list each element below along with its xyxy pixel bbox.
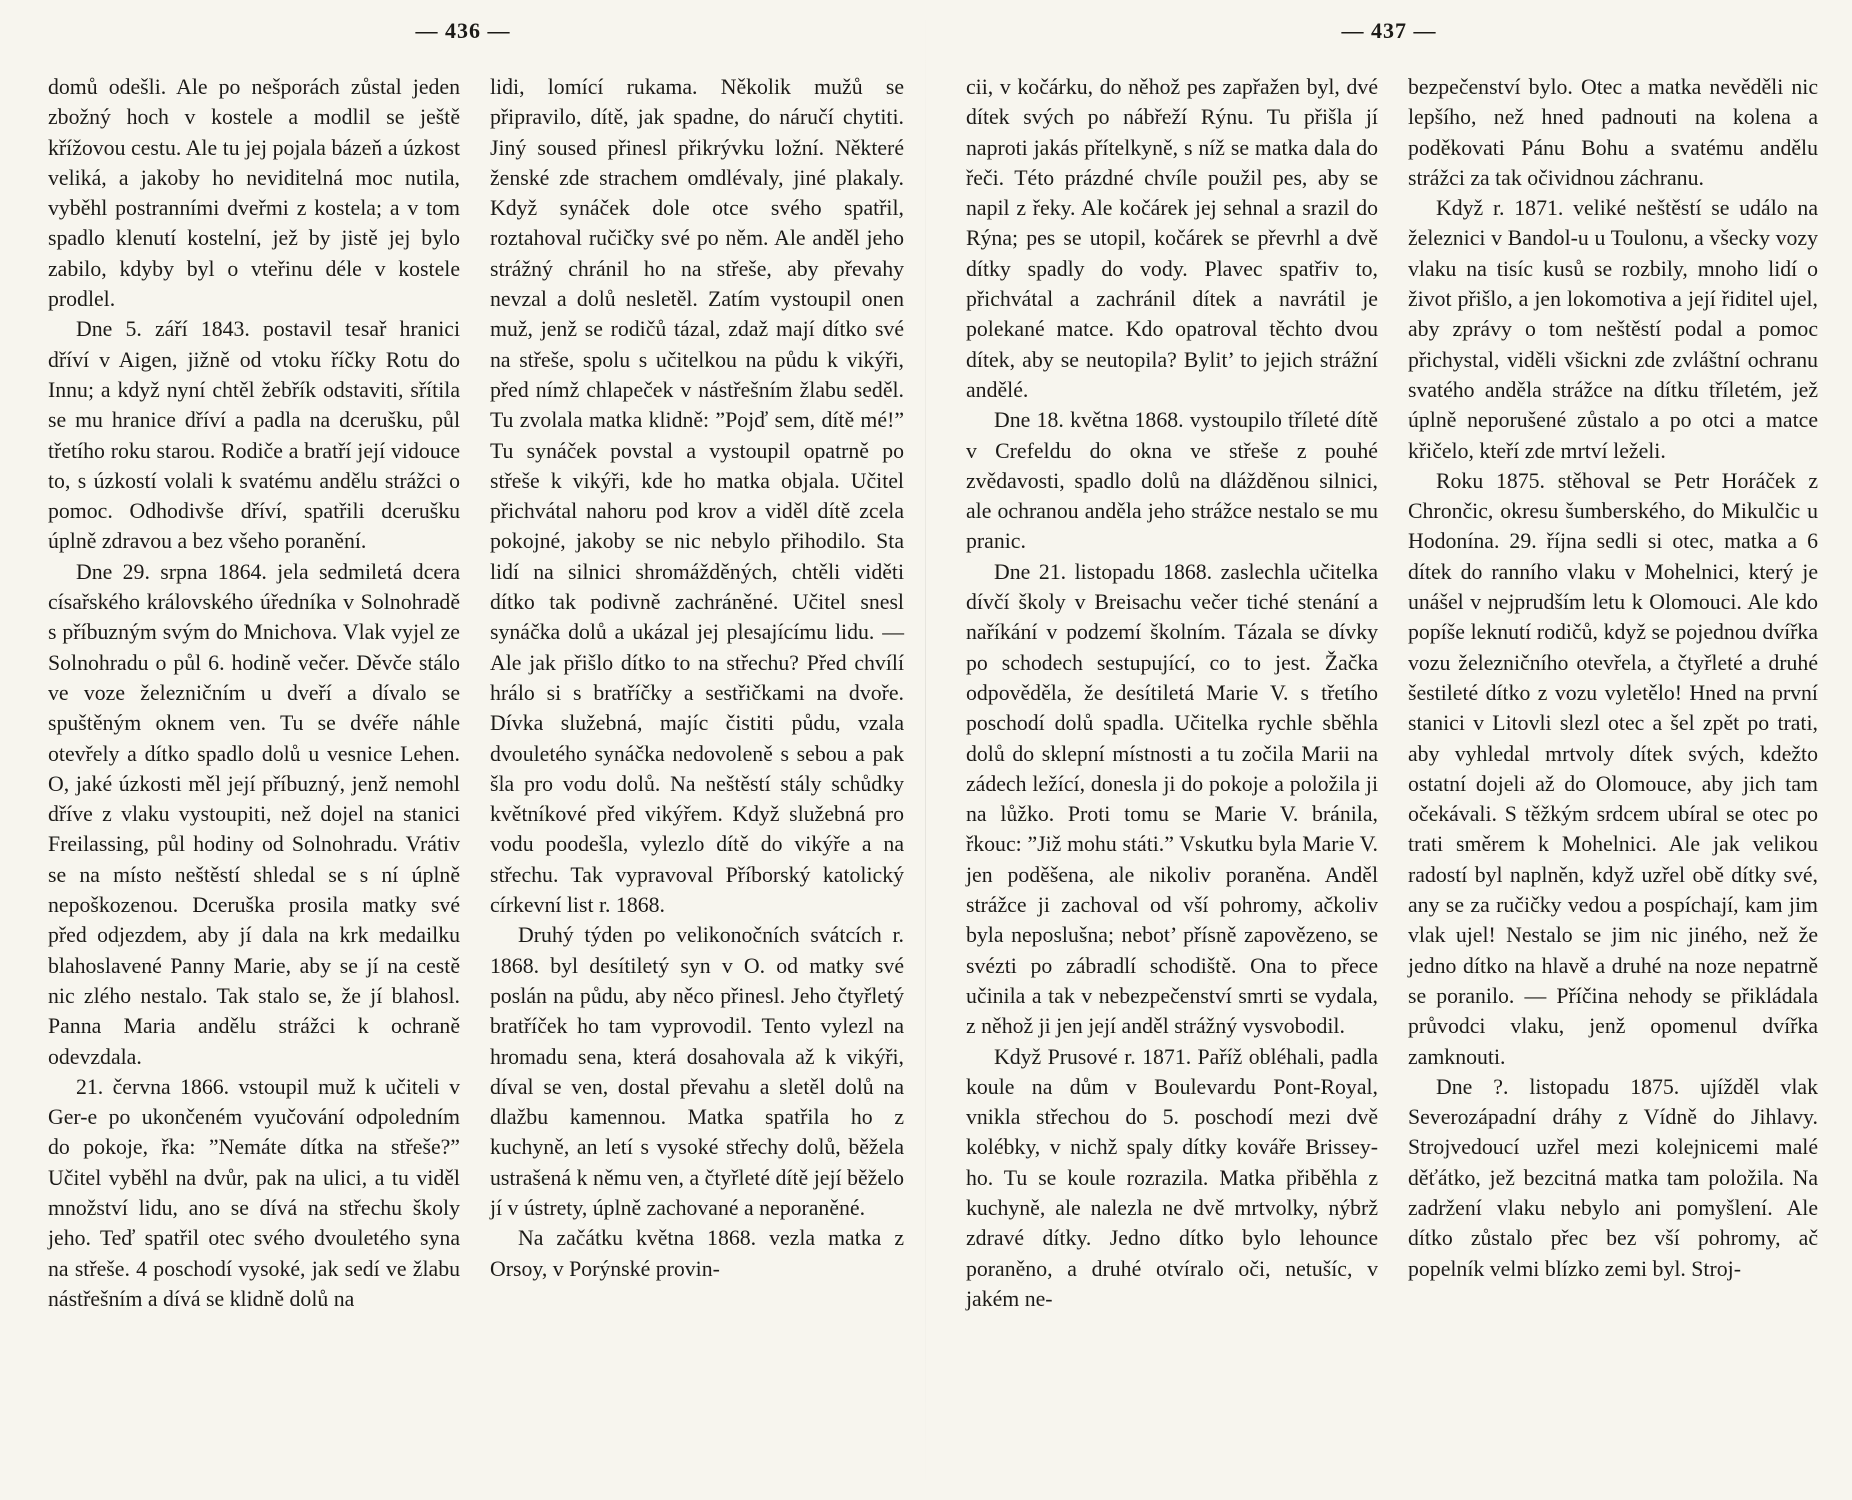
- paragraph: Dne 29. srpna 1864. jela sedmiletá dcera císařského královského úředníka v Solnohradě s příbuzným svým do Mnichova. Vlak vyjel ze Solnohradu o půl 6. hodině večer. Děvče stálo ve voze železničním u dveří a dívalo se spuštěným oknem ven. Tu se dvéře náhle otevřely a dítko spadlo dolů u vesnice Lehen. O, jaké úzkosti měl její příbuzný, jenž nemohl dříve z vlaku vystoupiti, než dojel na stanici Freilassing, půl hodiny od Solnohradu. Vrátiv se na místo neštěstí shledal se s ní úplně nepoškozenou. Dceruška prosila matky své před odjezdem, aby jí dala na krk medailku blahoslavené Panny Marie, aby se jí na cestě nic zlého nestalo. Tak stalo se, že jí blahosl. Panna Maria andělu strážci k ochraně odevzdala.: [48, 559, 460, 1069]
- paragraph: bezpečenství bylo. Otec a matka nevěděli nic lepšího, než hned padnouti na kolena a poděkovati Pánu Bohu a svatému andělu strážci za tak očividnou záchranu.: [1408, 75, 1818, 190]
- text-column: [48, 72, 460, 1314]
- paragraph: Když r. 1871. veliké neštěstí se událo na železnici v Bandol-u u Toulonu, a všecky vozy vlaku na tisíc kusů se rozbily, mnoho lidí o život přišlo, a jen lokomotiva a její řiditel ujel, aby zprávy o tom neštěstí podal a pomoc přichystal, viděli všickni zde zvláštní ochranu svatého anděla strážce na dítku tříletém, jež úplně neporušené zůstalo a po otci a matce křičelo, kteří zde mrtví leželi.: [1408, 196, 1818, 463]
- paragraph: lidi, lomící rukama. Několik mužů se připravilo, dítě, jak spadne, do náručí chytiti. Jiný soused přinesl přikrývku ložní. Některé ženské zde strachem omdlévaly, jiné plakaly. Když synáček dole otce svého spatřil, roztahoval ručičky své po něm. Ale anděl jeho strážný chránil ho na střeše, aby převahy nevzal a dolů nesletěl. Zatím vystoupil onen muž, jenž se rodičů tázal, zdaž mají dítko své na střeše, spolu s učitelkou na půdu k vikýři, před nímž chlapeček v nástřešním žlabu seděl. Tu zvolala matka klidně: ”Pojď sem, dítě mé!” Tu synáček povstal a vystoupil opatrně po střeše k vikýři, kde ho matka objala. Učitel přichvátal nahoru pod krov a viděl dítě zcela pokojné, jakoby se nic nebylo přihodilo. Sta lidí na silnici shromážděných, chtěli viděti dítko tak podivně zachráněné. Učitel snesl synáčka dolů a ukázal jej plesajícímu lidu. — Ale jak přišlo dítko to na střechu? Před chvílí hrálo si s bratříčky a sestřičkami na dvoře. Dívka služebná, majíc čistiti půdu, vzala dvouletého synáčka nedovoleně s sebou a pak šla pro vodu dolů. Na neštěstí stály schůdky květníkové před vikýřem. Když služebná pro vodu poodešla, vylezlo dítě do vikýře a na střechu. Tak vypravoval Příborský katolický církevní list r. 1868.: [490, 75, 904, 918]
- paragraph: domů odešli. Ale po nešporách zůstal jeden zbožný hoch v kostele a modlil se ještě křížovou cestu. Ale tu jej pojala bázeň a úzkost veliká, a jakoby ho neviditelná moc nutila, vyběhl postranními dveřmi z kostela; a v tom spadlo klenutí kostelní, jež by jistě jej bylo zabilo, kdyby byl o vteřinu déle v kostele prodlel.: [48, 75, 460, 312]
- text-column: [966, 72, 1378, 1314]
- paragraph: Druhý týden po velikonočních svátcích r. 1868. byl desítiletý syn v O. od matky své poslán na půdu, aby něco přinesl. Jeho čtyřletý bratříček ho tam vyprovodil. Tento vylezl na hromadu sena, která dosahovala až k vikýři, díval se ven, dostal převahu a sletěl dolů na dlažbu kamennou. Matka spatřila ho z kuchyně, an letí s vysoké střechy dolů, běžela ustrašená k němu ven, a čtyřleté dítě její běželo jí v ústrety, úplně zachované a neporaněné.: [490, 923, 904, 1220]
- paragraph: Dne 18. května 1868. vystoupilo tříleté dítě v Crefeldu do okna ve střeše z pouhé zvědavosti, spadlo dolů na dlážděnou silnici, ale ochranou anděla jeho strážce nestalo se mu pranic.: [966, 408, 1378, 554]
- text-column: [1408, 72, 1818, 1284]
- text-column: [490, 72, 904, 1284]
- page-number: — 436 —: [415, 18, 511, 43]
- right-page: [926, 0, 1852, 1500]
- paragraph: Když Prusové r. 1871. Paříž obléhali, padla koule na dům v Boulevardu Pont-Royal, vnikla střechou do 5. poschodí mezi dvě kolébky, v nichž spaly dítky kováře Brissey-ho. Tu se koule rozrazila. Matka přiběhla z kuchyně, ale nalezla ne dvě mrtvolky, nýbrž zdravé dítky. Jedno dítko bylo lehounce poraněno, a druhé otvíralo oči, netušíc, v jakém ne-: [966, 1044, 1378, 1311]
- paragraph: Dne 5. září 1843. postavil tesař hranici dříví v Aigen, jižně od vtoku říčky Rotu do Innu; a když nyní chtěl žebřík odstaviti, sřítila se mu hranice dříví a padla na dcerušku, půl třetího roku starou. Rodiče a bratří její vidouce to, s úzkostí volali k svatému andělu strážci o pomoc. Odhodivše dříví, spatřili dcerušku úplně zdravou a bez všeho poranění.: [48, 317, 460, 554]
- paragraph: Dne 21. listopadu 1868. zaslechla učitelka dívčí školy v Breisachu večer tiché stenání a naříkání v podzemí školním. Tázala se dívky po schodech sestupující, co to jest. Žačka odpověděla, že desítiletá Marie V. s třetího poschodí dolů spadla. Učitelka rychle sběhla dolů do sklepní místnosti a tu zočila Marii na zádech ležící, donesla ji do pokoje a položila ji na lůžko. Proti tomu se Marie V. bránila, řkouc: ”Již mohu státi.” Vskutku byla Marie V. jen poděšena, ale nikoliv poraněna. Anděl strážce ji zachoval od vší pohromy, ačkoliv byla neposlušna; nebot’ přísně zapovězeno, se svézti po zábradlí schodiště. Ona to přece učinila a tak v nebezpečenství smrti se vydala, z něhož ji jen její anděl strážný vysvobodil.: [966, 559, 1378, 1039]
- paragraph: cii, v kočárku, do něhož pes zapřažen byl, dvé dítek svých po nábřeží Rýnu. Tu přišla jí naproti jakás přítelkyně, s níž se matka dala do řeči. Této prázdné chvíle použil pes, aby se napil z řeky. Ale kočárek jej sehnal a srazil do Rýna; pes se utopil, kočárek se převrhl a dvě dítky spadly do vody. Plavec spatřiv to, přichvátal a zachránil dítek a navrátil je polekané matce. Kdo opatroval těchto dvou dítek, aby se neutopila? Bylit’ to jejich strážní andělé.: [966, 75, 1378, 402]
- page-number: — 437 —: [1341, 18, 1437, 43]
- paragraph: 21. června 1866. vstoupil muž k učiteli v Ger-e po ukončeném vyučování odpoledním do pokoje, řka: ”Nemáte dítka na střeše?” Učitel vyběhl na dvůr, pak na ulici, a tu viděl množství lidu, ano se dívá na střechu školy jeho. Teď spatřil otec svého dvouletého syna na střeše. 4 poschodí vysoké, jak sedí ve žlabu nástřešním a dívá se klidně dolů na: [48, 1074, 460, 1311]
- paragraph: Roku 1875. stěhoval se Petr Horáček z Chrončic, okresu šumberského, do Mikulčic u Hodonína. 29. října sedli si otec, matka a 6 dítek do ranního vlaku v Mohelnici, který je unášel v nejprudším letu k Olomouci. Ale kdo popíše leknutí rodičů, když se pojednou dvířka vozu železničního otevřela, a čtyřleté a druhé šestileté dítko z vozu vyletělo! Hned na první stanici v Litovli slezl otec a šel zpět po trati, aby vyhledal mrtvoly dítek svých, kdežto ostatní dojeli až do Olomouce, aby jich tam očekávali. S těžkým srdcem ubíral se otec po trati směrem k Mohelnici. Ale jak velikou radostí byl naplněn, když uzřel obě dítky své, any se za ručičky vedou a pospíchají, kam jim vlak ujel! Nestalo se jim nic jiného, než že jedno dítko na hlavě a druhé na noze nepatrně se poranilo. — Příčina nehody se přikládala průvodci vlaku, jenž opomenul dvířka zamknouti.: [1408, 468, 1818, 1069]
- paragraph: Na začátku května 1868. vezla matka z Orsoy, v Porýnské provin-: [490, 1226, 904, 1281]
- paragraph: Dne ?. listopadu 1875. ujížděl vlak Severozápadní dráhy z Vídně do Jihlavy. Strojvedoucí uzřel mezi kolejnicemi malé děťátko, jež bezcitná matka tam položila. Na zadržení vlaku nebylo ani pomyšlení. Ale dítko zůstalo přec bez vší pohromy, ač popelník velmi blízko zemi byl. Stroj-: [1408, 1074, 1818, 1281]
